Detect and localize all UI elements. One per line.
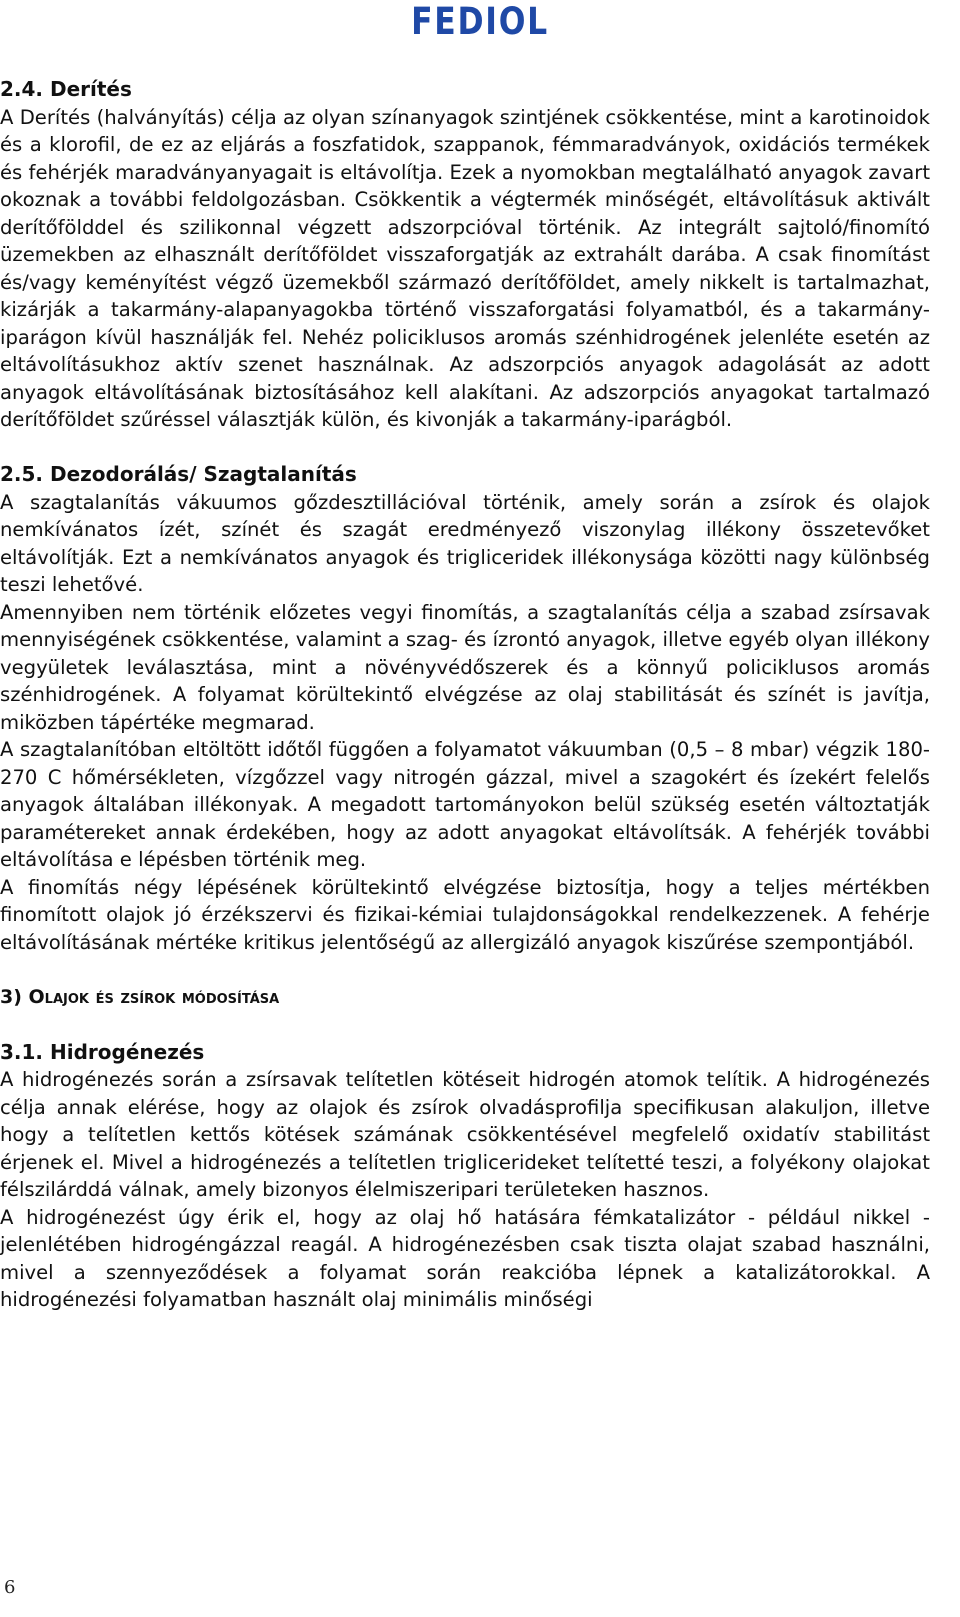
paragraph-2-5-3: A szagtalanítóban eltöltött időtől függően a folyamatot vákuumban (0,5 – 8 mbar) végzik 180-270 C hőmérsékleten, vízgőzzel vagy nitrogén gázzal, mivel a szagokért és ízekért felelős anyagok általában illékonyak. A megadott tartományokon belül szükség esetén változtatják paramétereket annak érdekében, hogy az adott anyagokat eltávolítsák. A fehérjék további eltávolítása e lépésben történik meg. [0,738,930,871]
heading-2-4: 2.4. Derítés [0,77,132,101]
heading-3-1: 3.1. Hidrogénezés [0,1039,205,1064]
paragraph-3-1-2: A hidrogénezést úgy érik el, hogy az olaj hő hatására fémkatalizátor - például nikkel - jelenlétében hidrogéngázzal reagál. A hidrogénezésben csak tiszta olajat szabad használni, mivel a szennyeződések a folyamat során reakcióba lépnek a katalizátorokkal. A hidrogénezési folyamatban használt olaj minimális minőségi [0,1205,930,1311]
paragraph-2-5-4: A finomítás négy lépésének körültekintő elvégzése biztosítja, hogy a teljes mértékben finomított olajok jó érzékszervi és fizikai-kémiai tulajdonságokkal rendelkezzenek. A fehérje eltávolításának mértéke kritikus jelentőségű az allergizáló anyagok kiszűrése szempontjából. [0,875,930,954]
paragraph-3-1-1: A hidrogénezés során a zsírsavak telítetlen kötéseit hidrogén atomok telítik. A hidrogénezés célja annak elérése, hogy az olajok és zsírok olvadásprofilja specifikusan alakuljon, illetve hogy a telítetlen kettős kötések számának csökkentésével megfelelő oxidatív stabilitást érjenek el. Mivel a hidrogénezés a telítetlen triglicerideket telítetté teszi, a folyékony olajokat félszilárddá válnak, amely bizonyos élelmiszeripari területeken hasznos. [0,1068,930,1201]
spacer [0,1011,930,1039]
spacer [0,434,930,462]
document-body [0,76,930,1314]
spacer [0,956,930,984]
heading-3: 3) Olajok és zsírok módosítása [0,985,280,1008]
paragraph-2-4: A Derítés (halványítás) célja az olyan színanyagok szintjének csökkentése, mint a karotinoidok és a klorofil, de ez az eljárás a foszfatidok, szappanok, fémmaradványok, oxidációs termékek és fehérjék maradványanyagait is eltávolítja. Ezek a nyomokban megtalálható anyagok zavart okoznak a további feldolgozásban. Csökkentik a végtermék minőségét, eltávolításuk aktivált derítőfölddel és szilikonnal végzett adszorpcióval történik. Az integrált sajtoló/finomító üzemekben az elhasznált derítőföldet visszaforgatják az extrahált darába. A csak finomítást és/vagy keményítést végző üzemekből származó derítőföldet, amely nikkelt is tartalmazhat, kizárják a takarmány-alapanyagokba történő visszaforgatási folyamatból, és a takarmány-iparágon kívül használják fel. Nehéz policiklusos aromás szénhidrogének jelenléte esetén az eltávolításukhoz aktív szenet használnak. Az adszorpciós anyagok adagolását az adott anyagok eltávolításának biztosításához kell alakítani. Az adszorpciós anyagokat tartalmazó derítőföldet szűréssel választják külön, és kivonják a takarmány-iparágból. [0,105,930,431]
paragraph-2-5-1: A szagtalanítás vákuumos gőzdesztillációval történik, amely során a zsírok és olajok nemkívánatos ízét, színét és szagát eredményező viszonylag illékony összetevőket eltávolítják. Ezt a nemkívánatos anyagok és trigliceridek illékonysága közötti nagy különbség teszi lehetővé. [0,490,930,596]
paragraph-2-5-2: Amennyiben nem történik előzetes vegyi finomítás, a szagtalanítás célja a szabad zsírsavak mennyiségének csökkentése, valamint a szag- és ízrontó anyagok, illetve egyéb olyan illékony vegyületek leválasztása, mint a növényvédőszerek és a könnyű policiklusos aromás szénhidrogének. A folyamat körültekintő elvégzése az olaj stabilitását és színét is javítja, miközben tápértéke megmarad. [0,600,930,734]
page-number: 6 [4,1577,16,1598]
fediol-logo: FEDIOL [411,0,549,43]
heading-2-5: 2.5. Dezodorálás/ Szagtalanítás [0,462,357,486]
